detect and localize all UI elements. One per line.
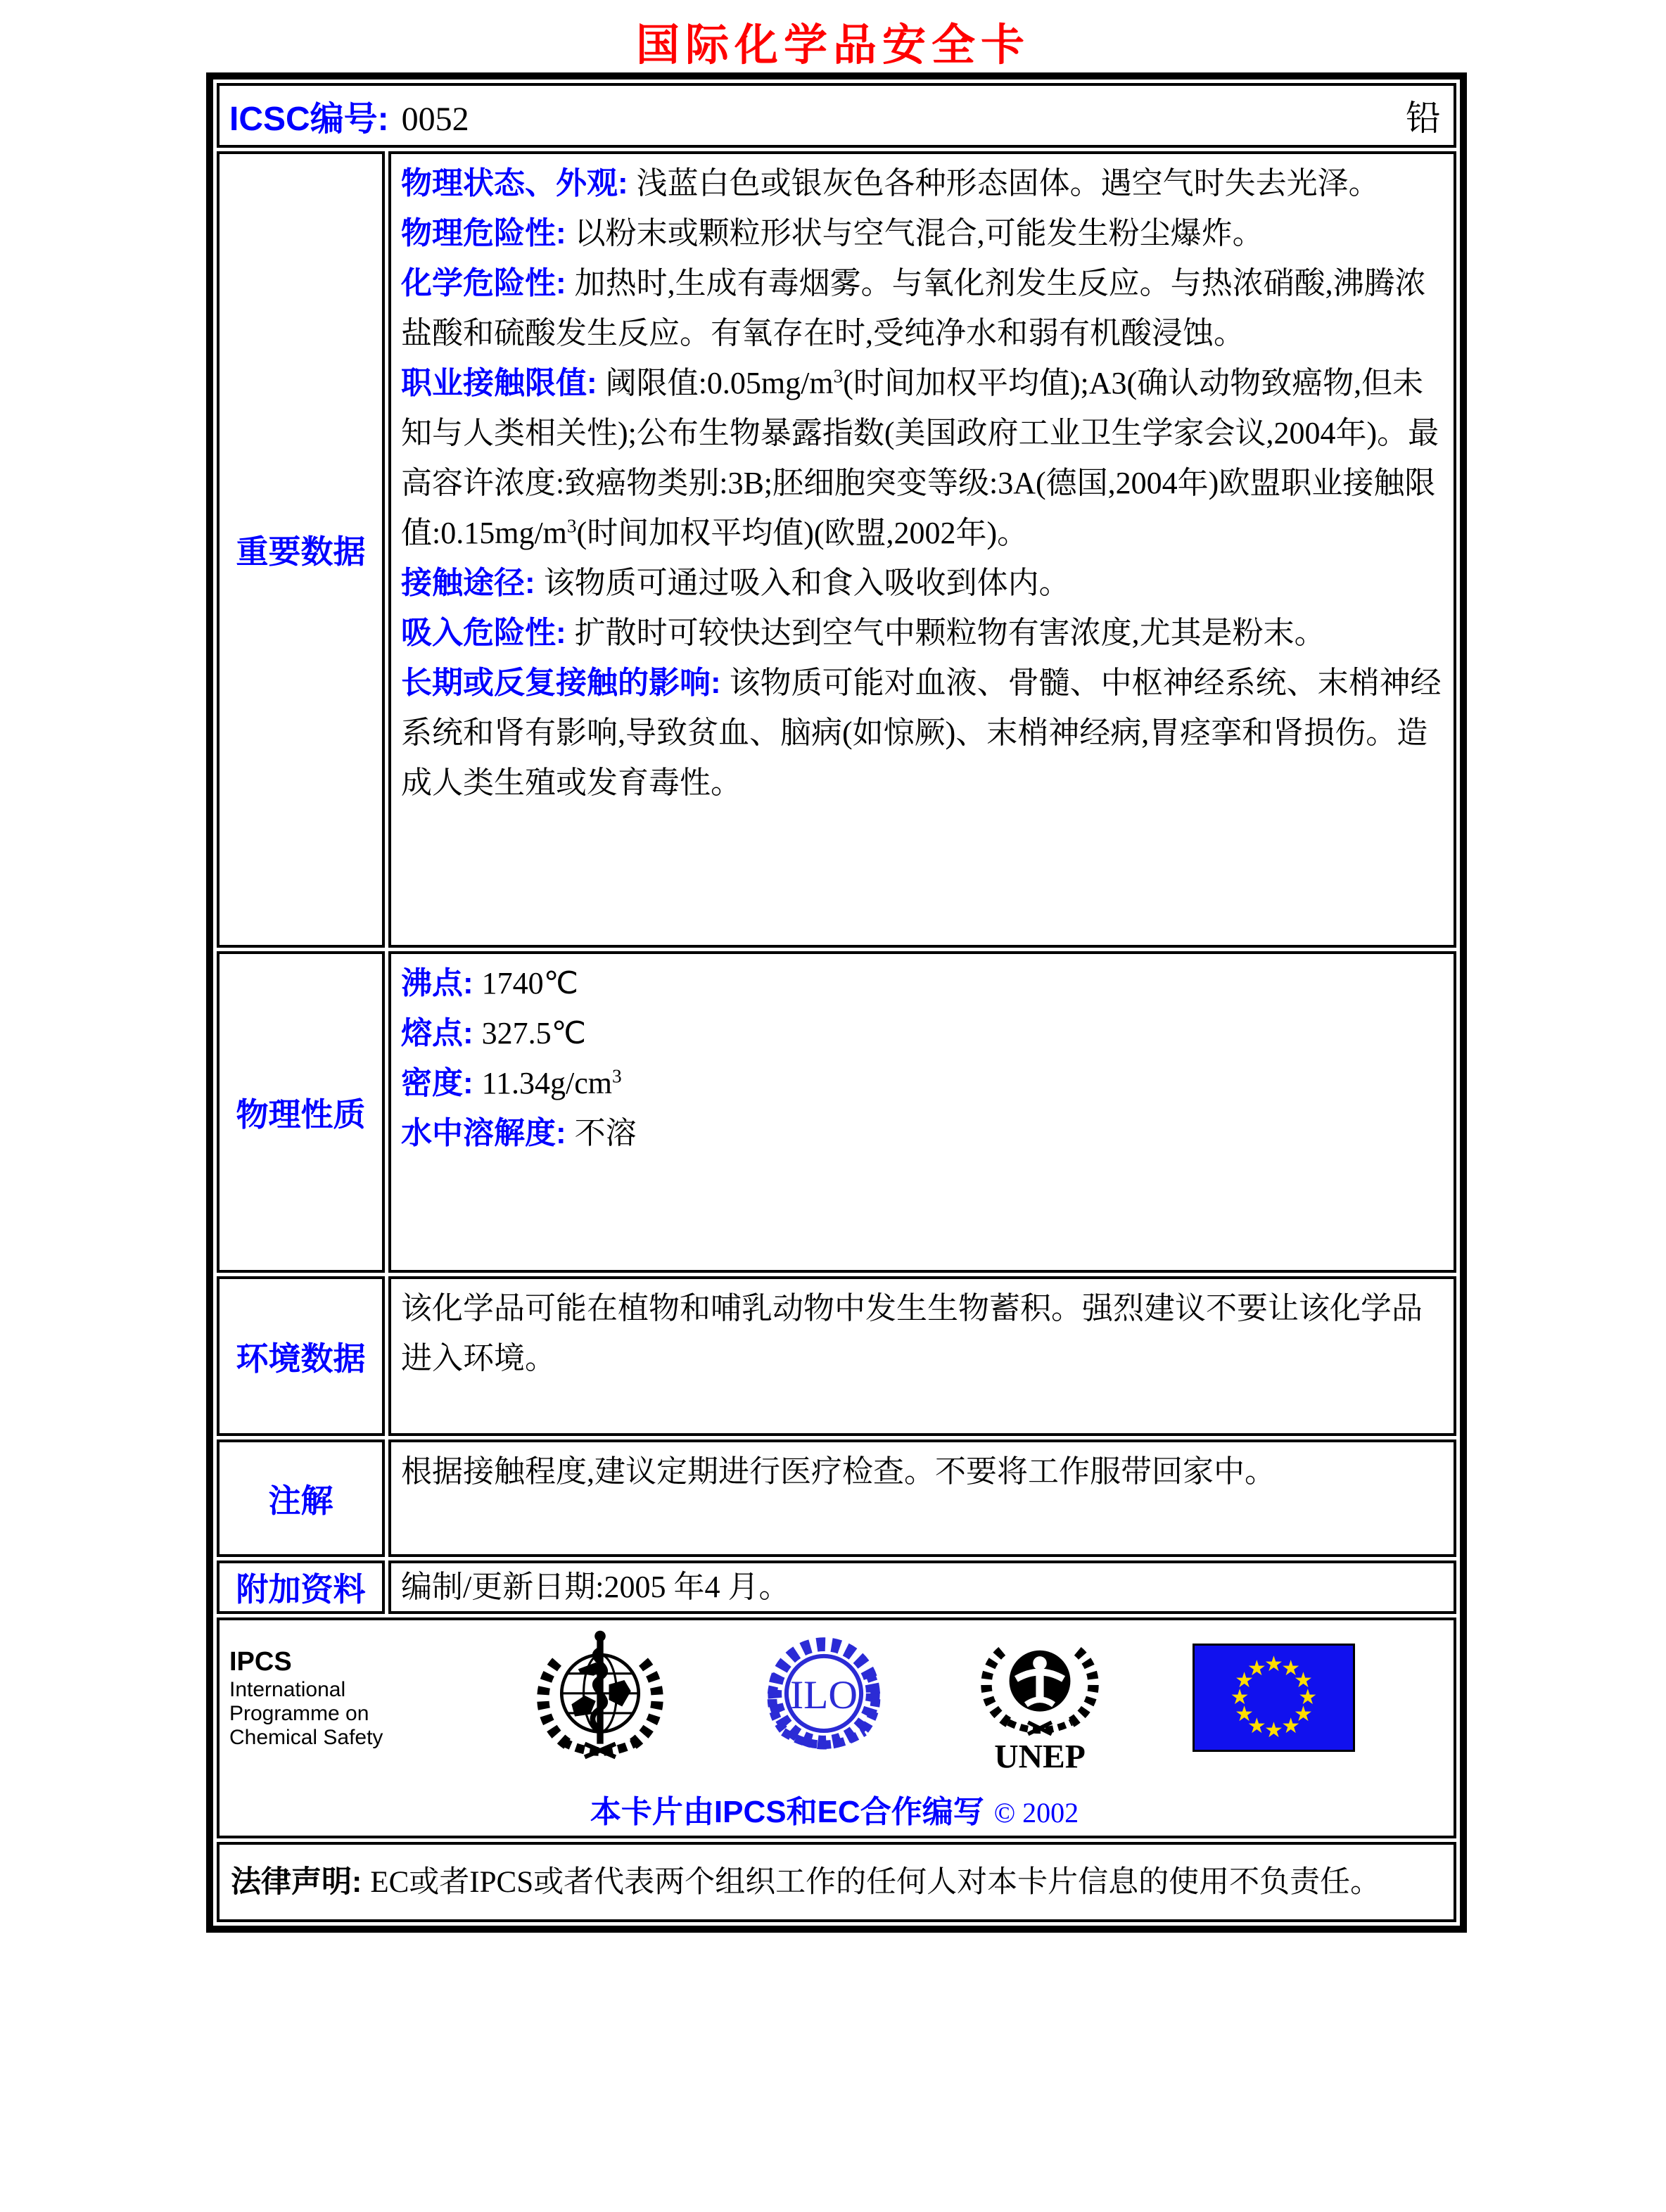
legal-row [217,1842,1456,1922]
who-logo-icon [533,1627,667,1768]
cooperation-line [229,1786,1439,1831]
eu-star-icon: ★ [1281,1655,1301,1681]
icsc-number-label: ICSC编号: [229,100,389,138]
notes-label: 注解 [217,1439,385,1557]
field-label: 接触途径: [401,566,535,600]
field-value: $11.34g/cm^3$ [481,1065,622,1100]
eu-star-icon: ★ [1247,1714,1266,1739]
additional-info-label: 附加资料 [217,1561,385,1614]
environmental-data-content [388,1276,1456,1436]
eu-star-icon: ★ [1235,1701,1254,1727]
field-value: 以粉末或颗粒形状与空气混合,可能发生粉尘爆炸。 [574,216,1264,250]
page-title: 国际化学品安全卡 [635,22,1030,70]
chemical-name: 铅 [1406,98,1441,138]
notes-text: 根据接触程度,建议定期进行医疗检查。不要将工作服带回家中。 [401,1454,1276,1489]
field-label: 沸点: [401,966,473,1000]
field-value: 扩散时可较快达到空气中颗粒物有害浓度,尤其是粉末。 [574,616,1325,650]
header-row [217,83,1456,148]
icsc-card-table [206,72,1467,1933]
field-value: 该物质可通过吸入和食入吸收到体内。 [543,566,1070,600]
field-row [401,1008,1442,1058]
field-row [401,608,1442,658]
field-value: 浅蓝白色或银灰色各种形态固体。遇空气时失去光泽。 [636,166,1380,201]
field-label: 职业接触限值: [401,366,597,400]
field-value: 不溶 [574,1116,637,1150]
environmental-data-row [217,1276,1456,1436]
ipcs-text-block [229,1646,440,1750]
field-row [401,958,1442,1008]
eu-flag-icon [1193,1644,1355,1752]
legal-label: 法律声明: [231,1864,362,1899]
field-value: 阈限值$:0.05mg/m^3$(时间加权平均值);A3(确认动物致癌物,但未知与人类相关性);公布生物暴露指数(美国政府工业卫生学家会议,2004年)。最高容许浓度:致癌物类别:3B;胚细胞突变等级:3A(德国,2004年)欧盟职业接触限值$:0.15mg/m^3$(时间加权平均值)(欧盟,2002年)。 [401,365,1439,550]
notes-row [217,1439,1456,1557]
field-value: 该物质可能对血液、骨髓、中枢神经系统、末梢神经系统和肾有影响,导致贫血、脑病(如惊厥)、末梢神经病,胃痉挛和肾损伤。造成人类生殖或发育毒性。 [401,666,1442,800]
field-value: 1740℃ [481,966,579,1000]
important-data-label: 重要数据 [217,151,385,948]
ilo-logo-text: ILO [789,1673,858,1718]
unep-logo-icon [980,1624,1100,1772]
field-row [401,1108,1442,1158]
additional-info-content [388,1561,1456,1614]
eu-star-icon: ★ [1293,1668,1313,1693]
important-data-row [217,151,1456,948]
icsc-number-value: 0052 [401,100,469,138]
icsc-number-group [229,91,469,140]
eu-star-icon: ★ [1264,1718,1283,1743]
physical-properties-row [217,951,1456,1273]
legal-text: EC或者IPCS或者代表两个组织工作的任何人对本卡片信息的使用不负责任。 [370,1865,1381,1899]
field-row [401,258,1442,358]
field-row [401,558,1442,608]
notes-content [388,1439,1456,1557]
header-cell [217,83,1456,148]
ipcs-acronym: IPCS [229,1647,292,1677]
physical-properties-content [388,951,1456,1273]
logos-row [217,1617,1456,1838]
eu-star-icon: ★ [1293,1701,1313,1727]
field-row [401,358,1442,558]
eu-star-icon: ★ [1298,1685,1318,1710]
logos-cell [217,1617,1456,1838]
field-label: 吸入危险性: [401,616,566,650]
cooperation-text: 本卡片由IPCS和EC合作编写 [590,1795,984,1829]
environmental-data-text: 该化学品可能在植物和哺乳动物中发生生物蓄积。强烈建议不要让该化学品进入环境。 [401,1291,1423,1375]
ipcs-subtitle-line3: Chemical Safety [229,1726,383,1749]
field-label: 化学危险性: [401,266,566,300]
additional-info-row [217,1561,1456,1614]
field-label: 密度: [401,1066,473,1100]
legal-cell [217,1842,1456,1922]
field-row [401,658,1442,808]
unep-logo-text: UNEP [994,1739,1086,1772]
environmental-data-label: 环境数据 [217,1276,385,1436]
ipcs-subtitle-line1: International [229,1678,346,1701]
eu-star-icon: ★ [1230,1685,1250,1710]
eu-star-icon: ★ [1235,1668,1254,1693]
ipcs-subtitle-line2: Programme on [229,1702,369,1725]
additional-info-text: 编制/更新日期:2005 年4 月。 [401,1570,790,1604]
field-row [401,208,1442,258]
field-label: 熔点: [401,1016,473,1050]
field-row [401,158,1442,208]
eu-star-icon: ★ [1247,1655,1266,1681]
field-label: 长期或反复接触的影响: [401,666,721,700]
field-label: 水中溶解度: [401,1116,566,1150]
ilo-logo-icon [760,1631,888,1765]
eu-star-icon: ★ [1281,1714,1301,1739]
field-value: 327.5℃ [481,1016,587,1050]
important-data-content [388,151,1456,948]
field-label: 物理状态、外观: [401,166,628,201]
copyright-text: © 2002 [993,1797,1079,1829]
field-label: 物理危险性: [401,216,566,250]
eu-star-icon: ★ [1264,1651,1283,1677]
field-row [401,1058,1442,1108]
physical-properties-label: 物理性质 [217,951,385,1273]
field-value: 加热时,生成有毒烟雾。与氧化剂发生反应。与热浓硝酸,沸腾浓盐酸和硫酸发生反应。有氧存在时,受纯净水和弱有机酸浸蚀。 [401,266,1426,350]
